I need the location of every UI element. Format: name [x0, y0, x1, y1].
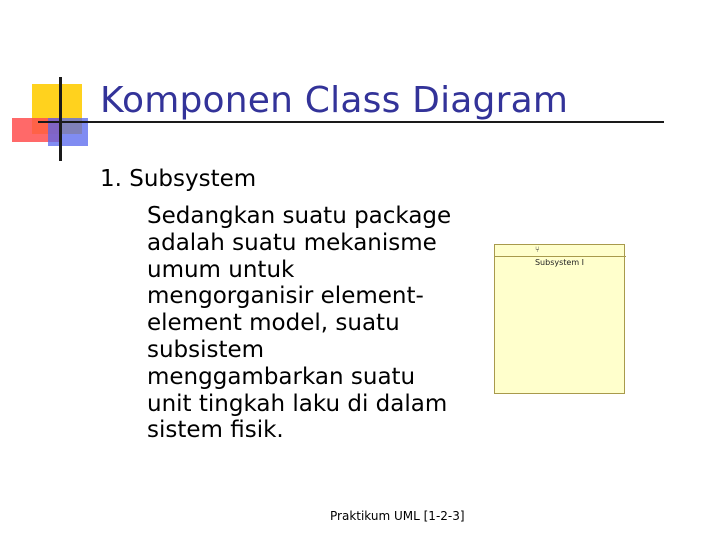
footer-text: Praktikum UML [1-2-3] [330, 509, 465, 523]
section-heading: 1. Subsystem [100, 166, 257, 192]
body-paragraph: Sedangkan suatu package adalah suatu mekanisme umum untuk mengorganisir element-element model, suatu subsistem menggambarkan suatu unit tingkah laku di dalam sistem fisik. [147, 203, 452, 444]
subsystem-tab [495, 245, 626, 257]
decor-vertical-line [59, 77, 62, 161]
title-underline [38, 121, 664, 123]
subsystem-diagram [494, 244, 625, 394]
slide-title: Komponen Class Diagram [100, 80, 569, 121]
fork-icon: ⑂ [535, 245, 540, 254]
subsystem-name: Subsystem I [534, 258, 585, 267]
